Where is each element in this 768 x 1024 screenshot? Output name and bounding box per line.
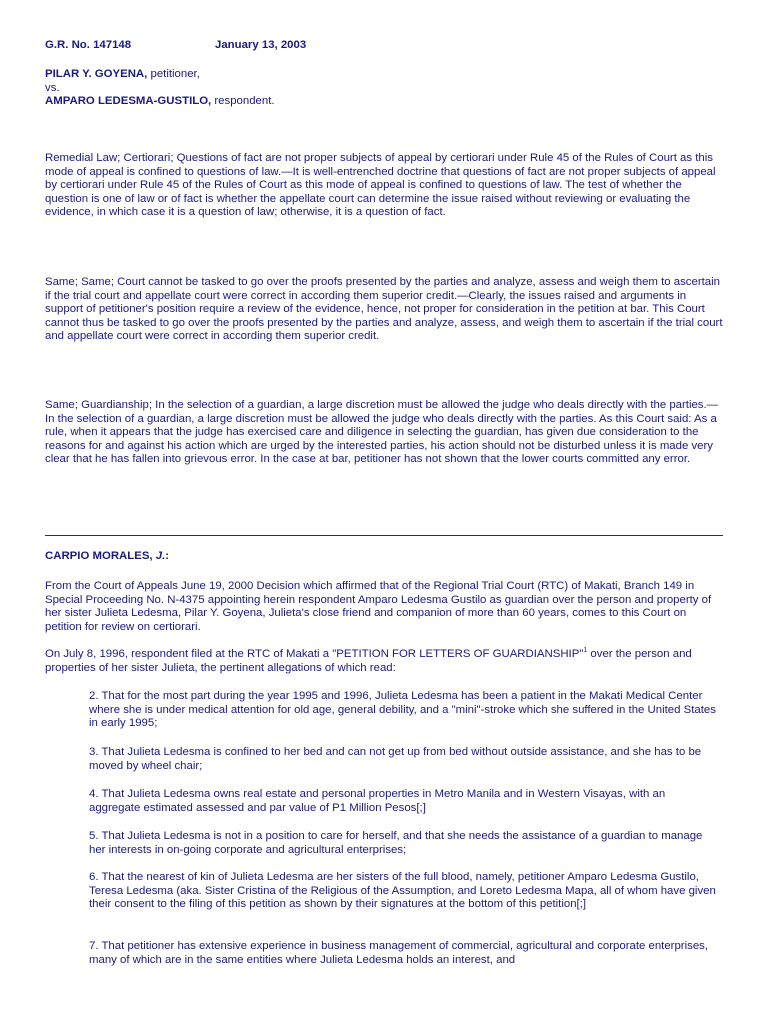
- case-header: [45, 39, 306, 53]
- ponente-heading: CARPIO MORALES, J.:: [45, 550, 170, 562]
- respondent-line: [45, 95, 275, 109]
- allegation-item: 7. That petitioner has extensive experience in business management of commercial, agricultural and corporate enterprises, many of which are in the same entities where Julieta Ledesma holds an interest, and: [89, 940, 709, 966]
- allegation-item: 5. That Julieta Ledesma is not in a position to care for herself, and that she needs the assistance of a guardian to manage her interests in on-going corporate and agricultural enterprises;: [89, 830, 703, 856]
- ponente-name: CARPIO MORALES,: [45, 550, 156, 562]
- allegation-item: 4. That Julieta Ledesma owns real estate and personal properties in Metro Manila and in Western Visayas, with an aggregate estimated assessed and par value of P1 Million Pesos[;]: [89, 788, 666, 814]
- petitioner-role: petitioner,: [147, 68, 200, 80]
- case-number: G.R. No. 147148: [45, 39, 132, 51]
- body-paragraph: From the Court of Appeals June 19, 2000 Decision which affirmed that of the Regional Trial Court (RTC) of Makati, Branch 149 in Special Proceeding No. N-4375 appointing herein respondent Amparo Ledesma Gustilo as guardian over the person and property of her sister Julieta Ledesma, Pilar Y. Goyena, Julieta's close friend and companion of more than 60 years, comes to this Court on petition for review on certiorari.: [45, 580, 712, 633]
- body-text: On July 8, 1996, respondent filed at the RTC of Makati a "PETITION FOR LETTERS OF GUARDIANSHIP": [45, 648, 584, 660]
- allegation-item: 3. That Julieta Ledesma is confined to her bed and can not get up from bed without outside assistance, and she has to be moved by wheel chair;: [89, 746, 702, 772]
- respondent-name: AMPARO LEDESMA-GUSTILO,: [45, 95, 212, 107]
- versus-label: vs.: [45, 82, 60, 94]
- syllabus-paragraph: Remedial Law; Certiorari; Questions of fact are not proper subjects of appeal by certiorari under Rule 45 of the Rules of Court as this mode of appeal is confined to questions of law.—It is well-entrenched doctrine that questions of fact are not proper subjects of appeal by certiorari under Rule 45 of the Rules of Court as this mode of appeal is confined to questions of law. The test of whether the question is one of law or of fact is whether the appellate court can determine the issue raised without reviewing or evaluating the evidence, in which case it is a question of law; otherwise, it is a question of fact.: [45, 152, 716, 219]
- ponente-title: J.: [155, 550, 166, 562]
- allegation-item: 6. That the nearest of kin of Julieta Ledesma are her sisters of the full blood, namely, petitioner Amparo Ledesma Gustilo, Teresa Ledesma (aka. Sister Cristina of the Religious of the Assumption, and Loreto Ledesma Mapa, all of whom have given their consent to the filing of this petition as shown by their signatures at the bottom of this petition[;]: [89, 871, 716, 911]
- syllabus-paragraph: Same; Guardianship; In the selection of a guardian, a large discretion must be allowed the judge who deals directly with the parties.—In the selection of a guardian, a large discretion must be allowed the judge who deals directly with the parties. As this Court said: As a rule, when it appears that the judge has exercised care and diligence in selecting the guardian, has given due consideration to the reasons for and against his action which are urged by the interested parties, his action should not be disturbed unless it is made very clear that he has fallen into grievous error. In the case at bar, petitioner has not shown that the lower courts committed any error.: [45, 399, 719, 466]
- petitioner-line: [45, 68, 200, 82]
- decision-date: January 13, 2003: [215, 39, 307, 51]
- body-text: over the person and properties of her sister Julieta, the pertinent allegations of which read:: [45, 648, 692, 674]
- footnote-reference[interactable]: 1: [583, 647, 588, 655]
- respondent-role: respondent.: [211, 95, 275, 107]
- body-paragraph: [45, 648, 723, 675]
- section-divider: [45, 535, 723, 536]
- allegation-item: 2. That for the most part during the year 1995 and 1996, Julieta Ledesma has been a patient in the Makati Medical Center where she is under medical attention for old age, general debility, and a "mini"-stroke which she suffered in the United States in early 1995;: [89, 690, 716, 730]
- syllabus-paragraph: Same; Same; Court cannot be tasked to go over the proofs presented by the parties and analyze, assess and weigh them to ascertain if the trial court and appellate court were correct in according them superior credit.—Clearly, the issues raised and arguments in support of petitioner's position require a review of the evidence, hence, not proper for consideration in the petition at bar. This Court cannot thus be tasked to go over the proofs presented by the parties and analyze, assess, and weigh them to ascertain if the trial court and appellate court were correct in according them superior credit.: [45, 276, 723, 343]
- petitioner-name: PILAR Y. GOYENA,: [45, 68, 148, 80]
